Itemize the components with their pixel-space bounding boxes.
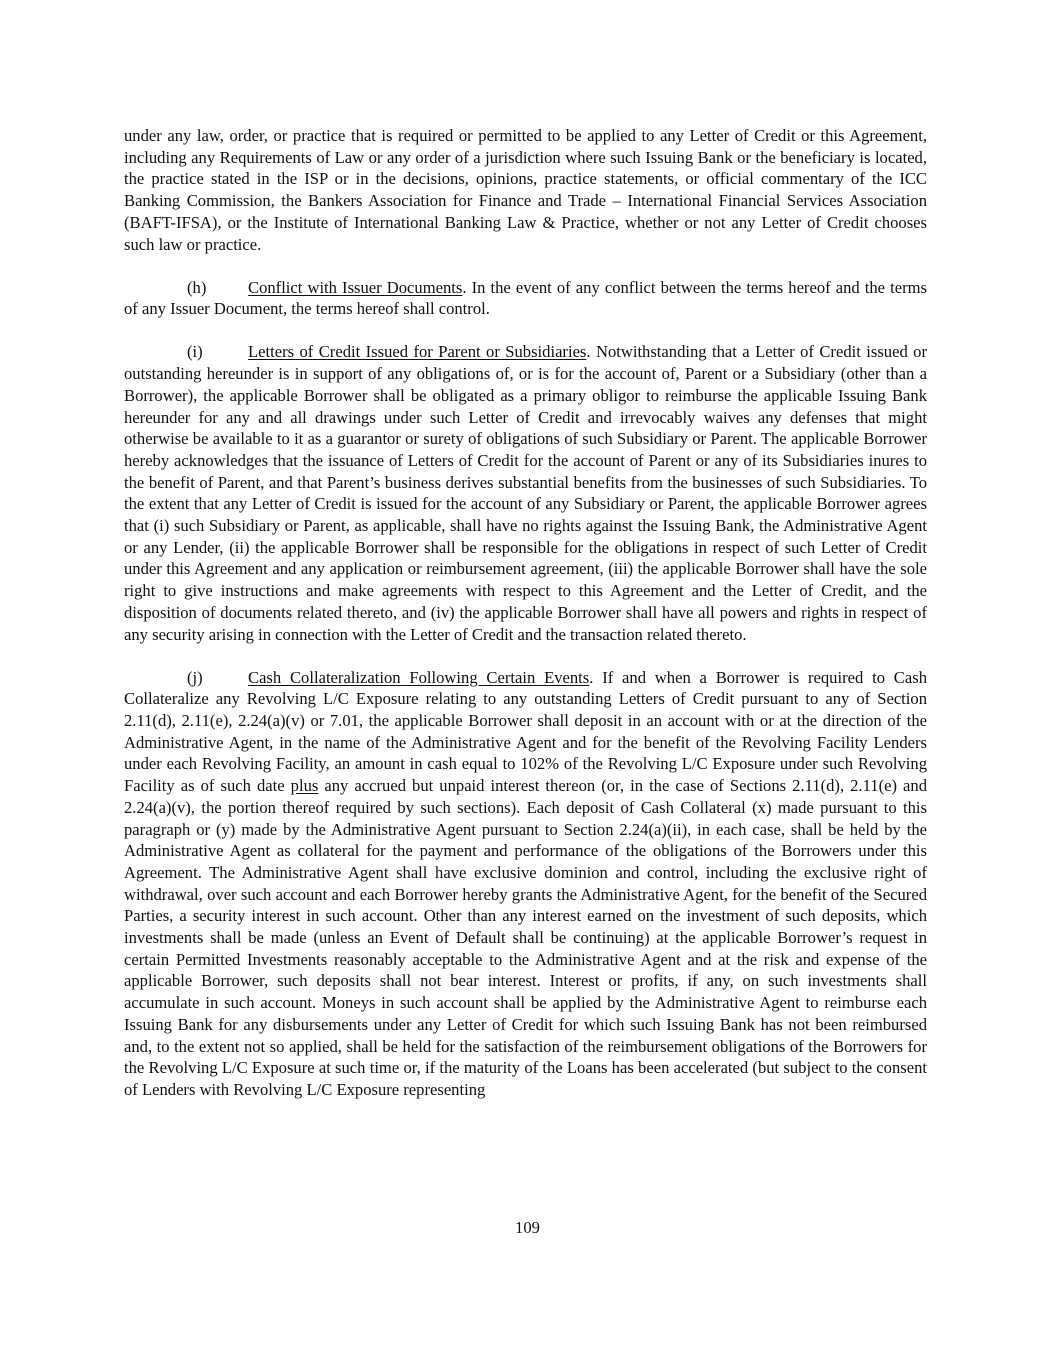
section-h-body: . In the event of any conflict between the terms hereof and the terms of any Issuer Document, the terms hereof shall control. <box>124 277 927 319</box>
document-page <box>124 125 927 1122</box>
section-j-emphasis-plus: plus <box>290 776 319 796</box>
section-j <box>124 667 927 1101</box>
section-i-body: . Notwithstanding that a Letter of Credit issued or outstanding hereunder is in support of any obligations of, or is for the account of, Parent or a Subsidiary (other than a Borrower), the applicable Borrower shall be obligated as a primary obligor to reimburse the applicable Issuing Bank hereunder for any and all drawings under such Letter of Credit and irrevocably waives any defenses that might otherwise be available to it as a guarantor or surety of obligations of such Subsidiary or Parent. The applicable Borrower hereby acknowledges that the issuance of Letters of Credit for the account of Parent or any of its Subsidiaries inures to the benefit of Parent, and that Parent’s business derives substantial benefits from the businesses of such Subsidiaries. To the extent that any Letter of Credit is issued for the account of any Subsidiary or Parent, the applicable Borrower agrees that (i) such Subsidiary or Parent, as applicable, shall have no rights against the Issuing Bank, the Administrative Agent or any Lender, (ii) the applicable Borrower shall be responsible for the obligations in respect of such Letter of Credit under this Agreement and any application or reimbursement agreement, (iii) the applicable Borrower shall have the sole right to give instructions and make agreements with respect to this Agreement and the Letter of Credit, and the disposition of documents related thereto, and (iv) the applicable Borrower shall have all powers and rights in respect of any security arising in connection with the Letter of Credit and the transaction related thereto. <box>124 342 927 644</box>
paragraph-continued-text: under any law, order, or practice that is required or permitted to be applied to any Letter of Credit or this Agreement, including any Requirements of Law or any order of a jurisdiction where such Issuing Bank or the beneficiary is located, the practice stated in the ISP or in the decisions, opinions, practice statements, or official commentary of the ICC Banking Commission, the Bankers Association for Finance and Trade – International Financial Services Association (BAFT-IFSA), or the Institute of International Banking Law & Practice, whether or not any Letter of Credit chooses such law or practice. <box>124 126 927 254</box>
section-i-heading: Letters of Credit Issued for Parent or Subsidiaries <box>248 342 587 362</box>
section-h-marker: (h) <box>187 277 207 297</box>
section-h-heading: Conflict with Issuer Documents <box>248 277 463 297</box>
section-j-body-before: . If and when a Borrower is required to Cash Collateralize any Revolving L/C Exposure relating to any outstanding Letters of Credit pursuant to any of Section 2.11(d), 2.11(e), 2.24(a)(v) or 7.01, the applicable Borrower shall deposit in an account with or at the direction of the Administrative Agent, in the name of the Administrative Agent and for the benefit of the Revolving Facility Lenders under each Revolving Facility, an amount in cash equal to 102% of the Revolving L/C Exposure under such Revolving Facility as of such date <box>124 667 927 796</box>
paragraph-continued <box>124 125 927 255</box>
page-number: 109 <box>515 1218 540 1237</box>
section-j-body-after: any accrued but unpaid interest thereon (or, in the case of Sections 2.11(d), 2.11(e) and 2.24(a)(v), the portion thereof required by such sections). Each deposit of Cash Collateral (x) made pursuant to this paragraph or (y) made by the Administrative Agent pursuant to Section 2.24(a)(ii), in each case, shall be held by the Administrative Agent as collateral for the payment and performance of the obligations of the Borrowers under this Agreement. The Administrative Agent shall have exclusive dominion and control, including the exclusive right of withdrawal, over such account and each Borrower hereby grants the Administrative Agent, for the benefit of the Secured Parties, a security interest in such account. Other than any interest earned on the investment of such deposits, which investments shall be made (unless an Event of Default shall be continuing) at the applicable Borrower’s request in certain Permitted Investments reasonably acceptable to the Administrative Agent and at the risk and expense of the applicable Borrower, such deposits shall not bear interest. Interest or profits, if any, on such investments shall accumulate in such account. Moneys in such account shall be applied by the Administrative Agent to reimburse each Issuing Bank for any disbursements under any Letter of Credit for which such Issuing Bank has not been reimbursed and, to the extent not so applied, shall be held for the satisfaction of the reimbursement obligations of the Borrowers for the Revolving L/C Exposure at such time or, if the maturity of the Loans has been accelerated (but subject to the consent of Lenders with Revolving L/C Exposure representing <box>124 776 927 1099</box>
section-j-marker: (j) <box>187 667 203 687</box>
section-h <box>124 277 927 320</box>
section-j-heading: Cash Collateralization Following Certain Events <box>248 667 590 687</box>
section-i-marker: (i) <box>187 342 203 362</box>
section-i <box>124 341 927 645</box>
